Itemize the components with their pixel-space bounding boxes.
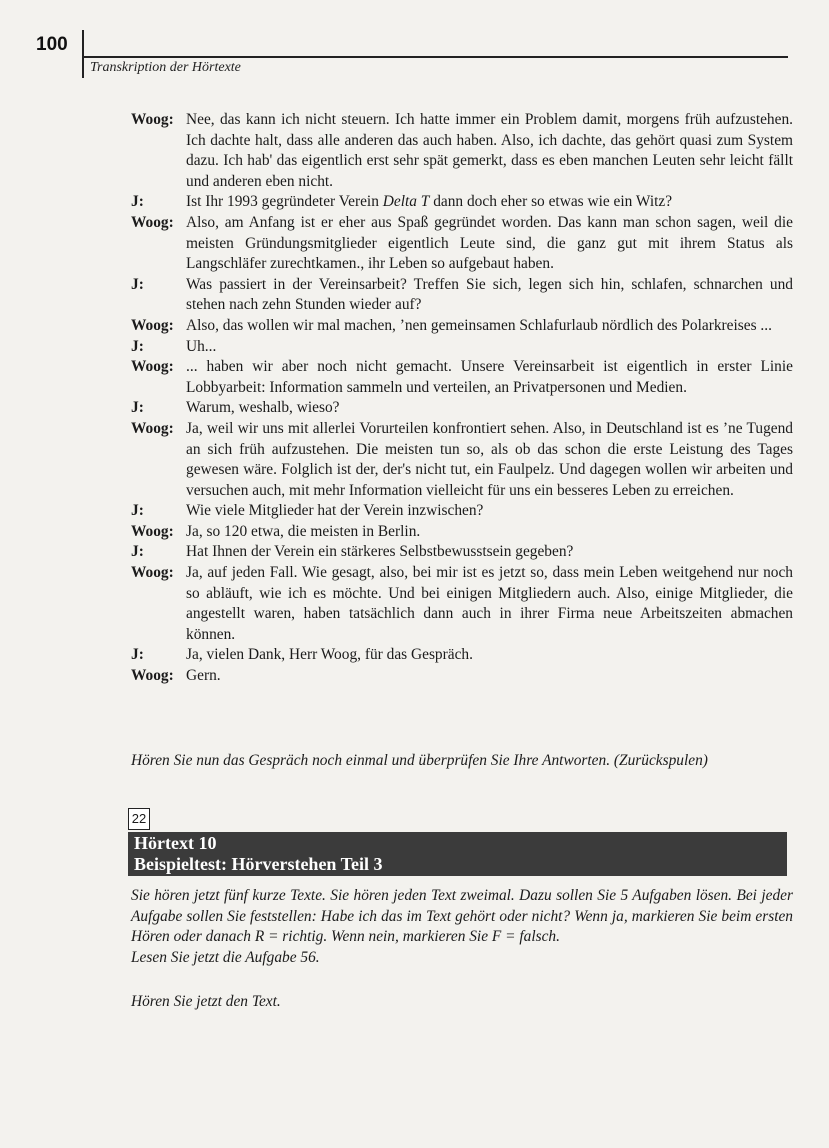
speaker-label: Woog: [131, 111, 174, 128]
dialogue-turn [131, 501, 793, 522]
dialogue-text: Was passiert in der Vereinsarbeit? Treffen Sie sich, legen sich hin, schlafen, schnarchen und stehen nach zehn Stunden wieder auf? [186, 275, 793, 314]
dialogue-text: Wie viele Mitglieder hat der Verein inzwischen? [186, 502, 484, 520]
speaker-label: Woog: [131, 667, 174, 685]
speaker-label: J: [131, 646, 144, 664]
dialogue-text: Gern. [186, 667, 221, 685]
speaker-label: Woog: [131, 522, 174, 540]
dialogue-turn [131, 337, 793, 358]
dialogue-text: Ja, vielen Dank, Herr Woog, für das Gespräch. [186, 646, 473, 664]
dialogue-turn [131, 275, 793, 316]
header-horizontal-rule [82, 56, 788, 58]
speaker-label: J: [131, 543, 144, 561]
header-vertical-rule [82, 30, 84, 78]
page-number: 100 [36, 34, 68, 55]
dialogue-text: Also, am Anfang ist er eher aus Spaß gegründet worden. Das kann man schon sagen, weil die meisten Gründungsmitglieder eigentlich Leute sind, die ganz gut mit ihrem Status als Langschläfer zurechtkamen., ihr Leben so aufgebaut haben. [186, 213, 793, 273]
dialogue-turn [131, 398, 793, 419]
task-description [131, 886, 793, 968]
dialogue-text: Ja, weil wir uns mit allerlei Vorurteilen konfrontiert sehen. Also, in Deutschland ist es ’ne Tugend an sich früh aufzustehen. Die meisten tun so, als ob das schon die erste Leistung des Tages gewesen wäre. Folglich ist der, der's nicht tut, ein Faulpelz. Und dagegen wollen wir arbeiten und versuchen auch, mit mehr Information vielleicht für uns ein besseres Leben zu erreichen. [186, 419, 793, 499]
dialogue-text: ... haben wir aber noch nicht gemacht. Unsere Vereinsarbeit ist eigentlich in erster Linie Lobbyarbeit: Information sammeln und verteilen, an Privatpersonen und Medien. [186, 358, 793, 396]
dialogue-turn [131, 110, 793, 192]
dialogue-text: Uh... [186, 337, 217, 355]
dialogue-text [186, 192, 793, 213]
listen-instruction: Hören Sie jetzt den Text. [131, 993, 281, 1010]
dialogue-text: Ja, so 120 etwa, die meisten in Berlin. [186, 522, 421, 540]
section-banner [128, 832, 787, 876]
dialogue-text-part: Ist Ihr 1993 gegründeter Verein [186, 193, 383, 211]
dialogue-text: Hat Ihnen der Verein ein stärkeres Selbstbewusstsein gegeben? [186, 543, 574, 561]
task-instructions: Sie hören jetzt fünf kurze Texte. Sie hören jeden Text zweimal. Dazu sollen Sie 5 Aufgaben lösen. Bei jeder Aufgabe sollen Sie feststellen: Habe ich das im Text gehört oder nicht? Wenn ja, markieren Sie beim ersten Hören oder danach R = richtig. Wenn nein, markieren Sie F = falsch. [131, 887, 793, 946]
interview-transcript [131, 110, 793, 687]
section-title: Transkription der Hörtexte [90, 60, 241, 75]
speaker-label: J: [131, 399, 144, 417]
page-header [0, 0, 829, 90]
speaker-label: Woog: [131, 213, 174, 231]
dialogue-text: Nee, das kann ich nicht steuern. Ich hatte immer ein Problem damit, morgens früh aufzustehen. Ich dachte halt, dass alle anderen das auch haben. Also, ich dachte, das gehört quasi zum System dazu. Ich hab' das eigentlich erst sehr spät gemerkt, dass es eben manchen Leuten sehr leicht fällt und anderen eben nicht. [186, 111, 793, 190]
task-reading-prompt: Lesen Sie jetzt die Aufgabe 56. [131, 948, 320, 966]
dialogue-turn [131, 192, 793, 213]
dialogue-turn [131, 563, 793, 645]
banner-subtitle: Beispieltest: Hörverstehen Teil 3 [134, 854, 383, 874]
speaker-label: Woog: [131, 358, 174, 376]
dialogue-turn [131, 666, 793, 687]
track-number-badge: 22 [128, 808, 150, 830]
banner-title: Hörtext 10 [134, 833, 217, 853]
dialogue-turn [131, 357, 793, 398]
dialogue-turn [131, 316, 793, 337]
speaker-label: J: [131, 502, 144, 520]
dialogue-turn [131, 419, 793, 501]
dialogue-turn [131, 542, 793, 563]
dialogue-text-part: dann doch eher so etwas wie ein Witz? [429, 193, 673, 211]
replay-instruction: Hören Sie nun das Gespräch noch einmal und überprüfen Sie Ihre Antworten. (Zurückspulen) [131, 752, 708, 769]
speaker-label: Woog: [131, 564, 174, 582]
association-name: Delta T [382, 193, 430, 211]
dialogue-turn [131, 645, 793, 666]
speaker-label: J: [131, 337, 144, 355]
speaker-label: J: [131, 193, 144, 211]
dialogue-turn [131, 213, 793, 275]
speaker-label: Woog: [131, 316, 174, 334]
speaker-label: Woog: [131, 419, 174, 437]
speaker-label: J: [131, 275, 144, 293]
dialogue-text: Also, das wollen wir mal machen, ’nen gemeinsamen Schlafurlaub nördlich des Polarkreises ... [186, 316, 772, 334]
dialogue-text: Warum, weshalb, wieso? [186, 399, 340, 417]
dialogue-turn [131, 522, 793, 543]
dialogue-text: Ja, auf jeden Fall. Wie gesagt, also, bei mir ist es jetzt so, dass mein Leben weitgehend nur noch so abläuft, wie ich es möchte. Und bei einigen Mitgliedern auch. Also, einige Mitglieder, die angestellt waren, haben tatsächlich dann auch in ihrer Firma neue Arbeitszeiten abmachen können. [186, 564, 793, 643]
